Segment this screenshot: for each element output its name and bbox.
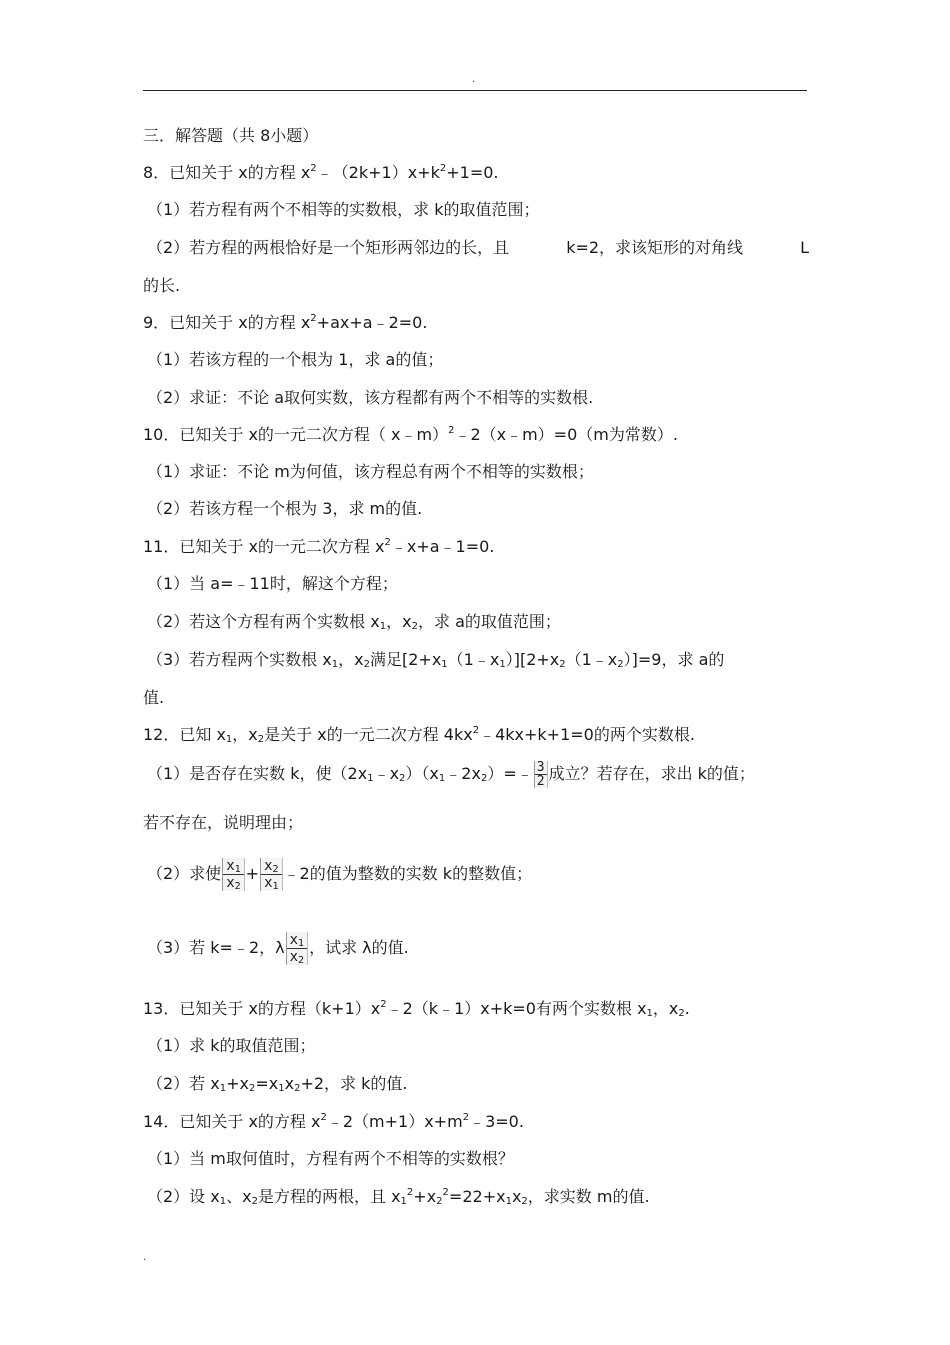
q11-p3-s6: 2 <box>617 659 624 670</box>
q14-p2-b: 、x <box>226 1187 252 1206</box>
q11-p3-s4: 1 <box>499 659 506 670</box>
q11-part3-tail: 值. <box>143 688 165 707</box>
q13-exp: 2 <box>380 999 387 1010</box>
q10-stem-b: ﹣2（x﹣m）=0（m为常数）. <box>454 425 678 444</box>
q13-stem-period: . <box>684 999 690 1018</box>
q9-stem-b: +ax+a﹣2=0. <box>316 313 428 332</box>
q14-p2-c: 是方程的两根，且 x <box>257 1187 401 1206</box>
frac-num-x: x <box>289 932 299 948</box>
frac-num-sub: 2 <box>272 864 279 875</box>
frac-num <box>287 932 307 949</box>
fraction-x2-over-x1 <box>260 858 282 891</box>
q14-exp1: 2 <box>320 1112 327 1123</box>
q8-p2-a: （2）若方程的两根恰好是一个矩形两邻边的长，且 <box>147 238 510 257</box>
q14-exp2: 2 <box>462 1112 470 1123</box>
q11-stem <box>143 537 494 557</box>
q11-part3 <box>147 650 724 670</box>
q8-p2-b: k=2，求该矩形的对角线 <box>566 238 744 257</box>
q12-stem-d: ﹣4kx+k+1=0的两个实数根. <box>479 725 695 744</box>
q12-part1 <box>147 757 755 791</box>
q9-exp: 2 <box>310 313 317 324</box>
q12-p3-a: （3）若 k=﹣2，λ <box>147 938 285 957</box>
q9-stem <box>143 313 427 333</box>
q11-p3-s5: 2 <box>559 659 566 670</box>
frac-num-sub: 1 <box>298 938 305 949</box>
frac-den-sub: 2 <box>298 955 305 966</box>
q12-stem-c: 是关于 x的一元二次方程 4kx <box>264 725 473 744</box>
q11-p3-a: （3）若方程两个实数根 x <box>147 650 332 669</box>
frac-num-x: x <box>226 858 235 874</box>
q8-part1: （1）若方程有两个不相等的实数根，求 k的取值范围； <box>147 200 540 219</box>
q11-p2-s1: 1 <box>379 621 387 632</box>
fraction-x1-over-x2-lambda <box>286 932 308 965</box>
q14-p2-exp2: 2 <box>442 1187 449 1198</box>
q12-p1-f: 成立？若存在，求出 k的值； <box>548 764 755 783</box>
q11-p3-g: ）]=9，求 a的 <box>623 650 725 669</box>
q14-stem-b: ﹣2（m+1）x+m <box>326 1112 463 1131</box>
q11-part1: （1）当 a=﹣11时，解这个方程； <box>147 574 398 593</box>
q11-p3-e: ）][2+x <box>505 650 560 669</box>
fraction-x1-over-x2 <box>222 858 244 891</box>
q8-p2-c: L <box>800 238 809 257</box>
q14-p2-a: （2）设 x <box>147 1187 220 1206</box>
q12-p1-s4: 2 <box>480 773 488 784</box>
q10-stem <box>143 425 678 445</box>
q9-part1: （1）若该方程的一个根为 1，求 a的值； <box>147 350 444 369</box>
q14-p2-exp1: 2 <box>406 1187 414 1198</box>
q8-exp2: 2 <box>439 163 447 174</box>
q13-p2-s1: 1 <box>219 1083 227 1094</box>
q11-part2 <box>147 612 561 632</box>
q14-p2-f: x <box>511 1187 522 1206</box>
q12-p2-b: ﹣2的值为整数的实数 k的整数值； <box>283 864 533 883</box>
q11-p3-c: 满足[2+x <box>369 650 442 669</box>
q8-part2 <box>147 238 809 258</box>
q12-stem <box>143 725 695 745</box>
frac-den-sub: 1 <box>272 881 279 892</box>
q14-stem-c: ﹣3=0. <box>469 1112 524 1131</box>
q13-p2-s3: 1 <box>278 1083 285 1094</box>
q14-p2-s1: 1 <box>219 1196 227 1207</box>
q11-p3-s1: 1 <box>331 659 339 670</box>
q11-p3-b: ，x <box>338 650 364 669</box>
q12-exp: 2 <box>472 725 480 736</box>
q13-p2-s2: 2 <box>249 1083 256 1094</box>
q10-stem-a: 10．已知关于 x的一元二次方程（ x﹣m） <box>143 425 449 444</box>
q12-p1-d: ﹣2x <box>445 764 481 783</box>
q13-stem <box>143 999 690 1019</box>
q14-stem-a: 14．已知关于 x的方程 x <box>143 1112 321 1131</box>
footer-dot: . <box>143 1252 147 1263</box>
q13-p2-a: （2）若 x <box>147 1074 220 1093</box>
frac-den-x: x <box>289 949 299 965</box>
frac-den-x: x <box>264 875 273 891</box>
q12-p1-s2: 2 <box>399 773 406 784</box>
q11-p3-d: （1﹣x <box>447 650 500 669</box>
q14-p2-s2: 2 <box>251 1196 258 1207</box>
fraction-numerator: 3 <box>536 760 545 775</box>
q8-stem-b: ﹣（2k+1）x+k <box>316 163 440 182</box>
q14-part1: （1）当 m取何值时，方程有两个不相等的实数根？ <box>147 1149 514 1168</box>
frac-den <box>223 875 243 891</box>
q11-p3-s3: 1 <box>441 659 448 670</box>
header-rule <box>143 90 807 91</box>
q11-p2-b: ，x <box>386 612 412 631</box>
q12-p1-s1: 1 <box>367 773 374 784</box>
q8-exp1: 2 <box>310 163 317 174</box>
q12-p1-e: ）=﹣ <box>487 764 533 783</box>
q12-part3 <box>147 924 409 972</box>
frac-num-sub: 1 <box>234 864 241 875</box>
q13-stem-a: 13．已知关于 x的方程（k+1）x <box>143 999 381 1018</box>
q13-part2 <box>147 1074 408 1094</box>
q11-p2-c: ，求 a的取值范围； <box>417 612 561 631</box>
q11-stem-b: ﹣x+a﹣1=0. <box>390 537 495 556</box>
frac-den <box>261 875 281 891</box>
q12-p1-s3: 1 <box>438 773 446 784</box>
q14-p2-d: +x <box>413 1187 437 1206</box>
q12-p1-a: （1）是否存在实数 k，使（2x <box>147 764 368 783</box>
q12-stem-s1: 1 <box>225 734 233 745</box>
frac-den <box>287 949 307 965</box>
q13-p2-c: =x <box>255 1074 279 1093</box>
frac-num-x: x <box>264 858 273 874</box>
q13-p2-b: +x <box>226 1074 249 1093</box>
q11-p2-a: （2）若这个方程有两个实数根 x <box>147 612 380 631</box>
q11-p3-f: （1﹣x <box>565 650 618 669</box>
q14-p2-e: =22+x <box>448 1187 506 1206</box>
q13-stem-c: ，x <box>652 999 679 1018</box>
q12-stem-s2: 2 <box>257 734 265 745</box>
q12-p1-b: ﹣x <box>373 764 400 783</box>
q14-p2-g: ，求实数 m的值. <box>527 1187 650 1206</box>
q12-p2-a: （2）求使 <box>147 864 222 883</box>
q14-p2-s4: 2 <box>436 1196 443 1207</box>
q11-p2-s2: 2 <box>411 621 418 632</box>
fraction-three-halves <box>534 761 548 788</box>
header-dot: . <box>472 74 476 85</box>
q10-part1: （1）求证：不论 m为何值，该方程总有两个不相等的实数根； <box>147 462 594 481</box>
q13-stem-b: ﹣2（k﹣1）x+k=0有两个实数根 x <box>386 999 647 1018</box>
q13-p2-d: x <box>284 1074 295 1093</box>
q14-p2-s6: 2 <box>521 1196 528 1207</box>
q13-part1: （1）求 k的取值范围； <box>147 1036 316 1055</box>
frac-den-x: x <box>226 875 235 891</box>
q8-stem-a: 8．已知关于 x的方程 x <box>143 163 311 182</box>
q13-p2-s4: 2 <box>294 1083 301 1094</box>
q11-p3-s2: 2 <box>363 659 370 670</box>
q12-p1-c: ）（x <box>405 764 439 783</box>
q9-stem-a: 9．已知关于 x的方程 x <box>143 313 311 332</box>
frac-num <box>261 858 281 875</box>
q11-exp: 2 <box>384 537 391 548</box>
q13-stem-s2: 2 <box>678 1008 685 1019</box>
q8-stem <box>143 163 499 183</box>
frac-num <box>223 858 243 875</box>
q13-stem-s1: 1 <box>646 1008 653 1019</box>
q12-stem-b: ，x <box>232 725 258 744</box>
q11-stem-a: 11．已知关于 x的一元二次方程 x <box>143 537 385 556</box>
q12-stem-a: 12．已知 x <box>143 725 226 744</box>
q14-p2-s3: 1 <box>400 1196 407 1207</box>
fraction-denominator: 2 <box>536 774 545 789</box>
q14-p2-s5: 1 <box>505 1196 512 1207</box>
q13-p2-e: +2，求 k的值. <box>300 1074 408 1093</box>
q14-stem <box>143 1112 524 1132</box>
q10-part2: （2）若该方程一个根为 3，求 m的值. <box>147 499 423 518</box>
q12-part2 <box>147 850 532 898</box>
plus-sign: + <box>245 864 260 883</box>
q14-part2 <box>147 1187 650 1207</box>
q12-p3-b: ，试求 λ的值. <box>309 938 409 957</box>
frac-den-sub: 2 <box>234 881 241 892</box>
q10-exp: 2 <box>448 425 455 436</box>
q9-part2: （2）求证：不论 a取何实数，该方程都有两个不相等的实数根. <box>147 388 594 407</box>
q12-part1-tail: 若不存在，说明理由； <box>143 813 304 832</box>
q8-part2-tail: 的长. <box>143 276 181 295</box>
section-title: 三．解答题（共 8小题） <box>143 126 319 145</box>
q8-stem-c: +1=0. <box>446 163 499 182</box>
